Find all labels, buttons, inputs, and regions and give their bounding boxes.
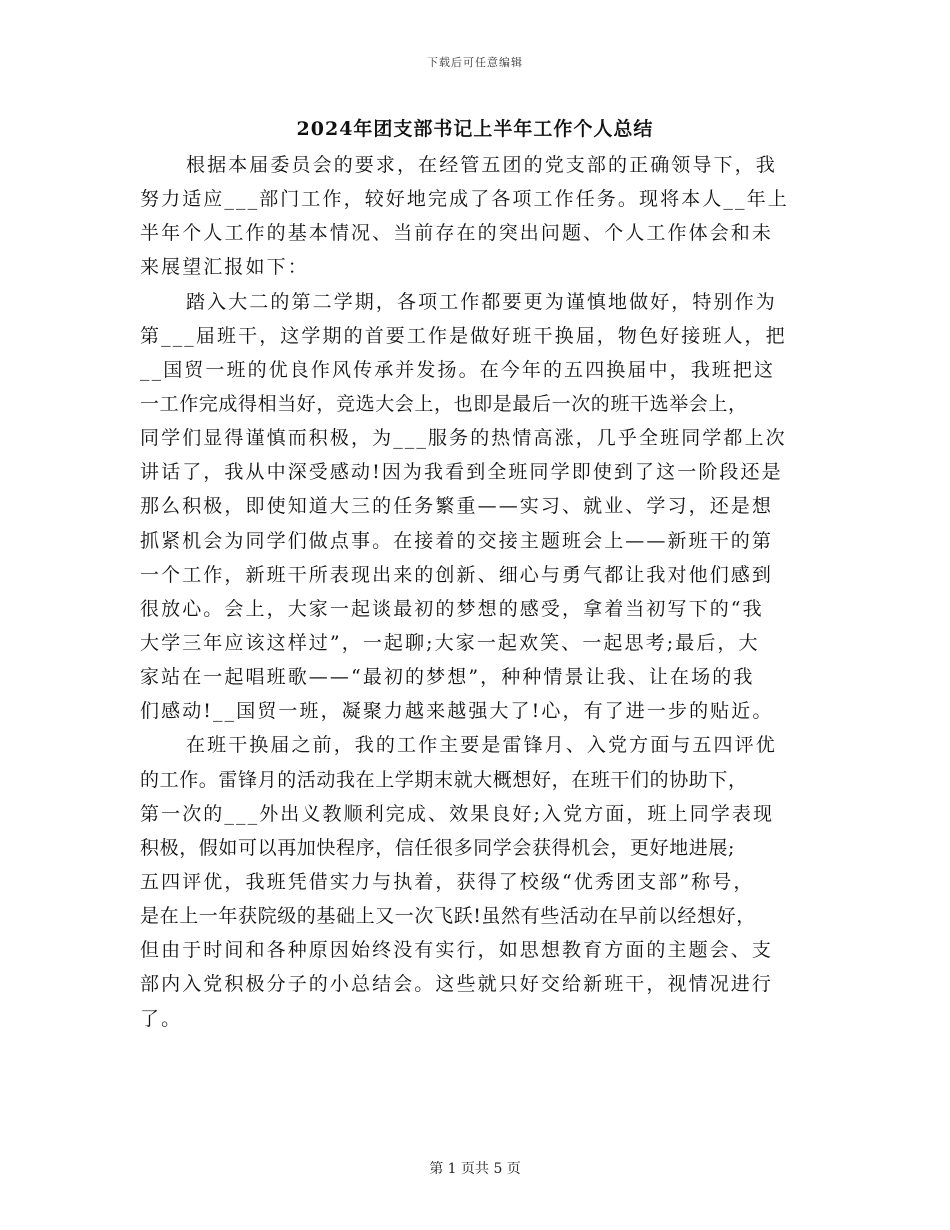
- paragraph-3-line-7: 但由于时间和各种原因始终没有实行，如思想教育方面的主题会、支: [140, 939, 774, 962]
- paragraph-1-line-2: 努力适应___部门工作，较好地完成了各项工作任务。现将本人__年上: [140, 188, 789, 211]
- paragraph-2-line-6: 讲话了，我从中深受感动!因为我看到全班同学即使到了这一阶段还是: [140, 461, 783, 484]
- paragraph-2-line-9: 一个工作，新班干所表现出来的创新、细心与勇气都让我对他们感到: [140, 563, 774, 586]
- paragraph-2-line-1: 踏入大二的第二学期，各项工作都要更为谨慎地做好，特别作为: [186, 290, 777, 313]
- paragraph-1-line-4: 来展望汇报如下：: [140, 256, 309, 279]
- paragraph-2-line-4: 一工作完成得相当好，竞选大会上，也即是最后一次的班干选举会上，: [140, 392, 748, 415]
- paragraph-3-line-9: 了。: [140, 1007, 183, 1030]
- paragraph-3-line-6: 是在上一年获院级的基础上又一次飞跃!虽然有些活动在早前以经想好，: [140, 905, 756, 928]
- paragraph-3-line-5: 五四评优，我班凭借实力与执着，获得了校级“优秀团支部”称号，: [140, 870, 755, 893]
- paragraph-2-line-7: 那么积极，即使知道大三的任务繁重——实习、就业、学习，还是想: [140, 495, 774, 518]
- paragraph-3-line-8: 部内入党积极分子的小总结会。这些就只好交给新班干，视情况进行: [140, 973, 774, 996]
- paragraph-3-line-4: 积极，假如可以再加快程序，信任很多同学会获得机会，更好地进展;: [140, 836, 736, 859]
- paragraph-2-line-2: 第___届班干，这学期的首要工作是做好班干换届，物色好接班人，把: [140, 324, 787, 347]
- document-title: 2024年团支部书记上半年工作个人总结: [296, 118, 654, 140]
- paragraph-2-line-10: 很放心。会上，大家一起谈最初的梦想的感受，拿着当初写下的“我: [140, 597, 764, 620]
- paragraph-2-line-11: 大学三年应该这样过”，一起聊;大家一起欢笑、一起思考;最后，大: [140, 631, 760, 654]
- paragraph-3-line-1: 在班干换届之前，我的工作主要是雷锋月、入党方面与五四评优: [186, 734, 777, 757]
- paragraph-3-line-3: 第一次的___外出义教顺利完成、效果良好;入党方面，班上同学表现: [140, 802, 775, 825]
- paragraph-2-line-13: 们感动!__国贸一班，凝聚力越来越强大了!心，有了进一步的贴近。: [140, 700, 774, 723]
- paragraph-2-line-5: 同学们显得谨慎而积极，为___服务的热情高涨，几乎全班同学都上次: [140, 427, 787, 450]
- paragraph-2-line-8: 抓紧机会为同学们做点事。在接着的交接主题班会上——新班干的第: [140, 529, 774, 552]
- paragraph-2-line-12: 家站在一起唱班歌——“最初的梦想”，种种情景让我、让在场的我: [140, 666, 755, 689]
- paragraph-1-line-1: 根据本届委员会的要求，在经管五团的党支部的正确领导下，我: [186, 154, 777, 176]
- paragraph-1-line-3: 半年个人工作的基本情况、当前存在的突出问题、个人工作体会和未: [140, 222, 774, 245]
- page-footer: 第 1 页共 5 页: [429, 1161, 521, 1177]
- header-note: 下载后可任意编辑: [427, 56, 523, 69]
- paragraph-2-line-3: __国贸一班的优良作风传承并发扬。在今年的五四换届中，我班把这: [140, 358, 776, 381]
- paragraph-3-line-2: 的工作。雷锋月的活动我在上学期末就大概想好，在班干们的协助下，: [140, 768, 748, 791]
- document-body: [140, 148, 820, 1036]
